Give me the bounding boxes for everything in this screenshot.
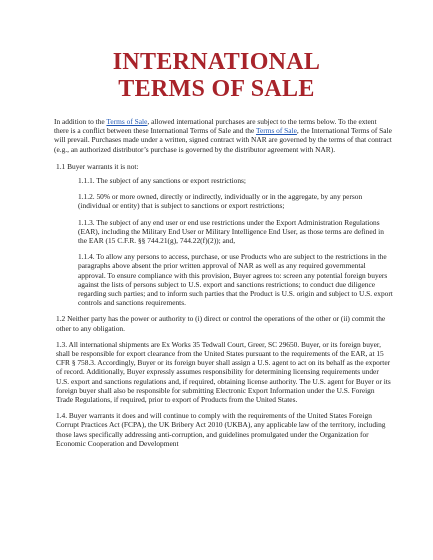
section-1-1-3: 1.1.3. The subject of any end user or end use restrictions under the Export Administration Regulations (EAR), including the Military End User or Military Intelligence End User, as those terms are defined in the EAR (15 C.F.R. §§ 744.21(g), 744.22(f)(2)); and, (78, 217, 384, 246)
intro-text-2: , allowed international purchases are subject to the terms below. To the extent there is a conflict between these International Terms of Sale and the (54, 117, 377, 136)
page-title (40, 0, 393, 103)
terms-of-sale-link-2[interactable]: Terms of Sale (255, 126, 297, 136)
section-1-1-4: 1.1.4. To allow any persons to access, purchase, or use Products who are subject to the restrictions in the paragraphs above absent the prior written approval of NAR as well as any required governmental approval. To ensure compliance with this provision, Buyer agrees to: screen any potential foreign buyers against the lists of persons subject to U.S. export and sanctions restrictions; to conduct due diligence regarding such parties; and to inform such parties that the Product is U.S. origin and subject to U.S. export controls and sanctions requirements. (78, 252, 393, 308)
section-1-2: 1.2 Neither party has the power or authority to (i) direct or control the operations of the other or (ii) commit the other to any obligation. (56, 314, 386, 333)
title-line-2: TERMS OF SALE (118, 76, 315, 102)
section-1-1-1: 1.1.1. The subject of any sanctions or export restrictions; (78, 176, 246, 186)
terms-of-sale-link-1[interactable]: Terms of Sale (106, 117, 148, 126)
section-1-1-heading: 1.1 Buyer warrants it is not: (56, 161, 139, 171)
section-1-3: 1.3. All international shipments are Ex Works 35 Tedwall Court, Greer, SC 29650. Buyer, or its foreign buyer, shall be responsible for export clearance from the United States pursuant to the requirements of the EAR, at 15 CFR § 758.3. Accordingly, Buyer or its foreign buyer shall assign a U.S. agent to act on its behalf as the exporter of record. Additionally, Buyer expressly assumes responsibility for determining licensing requirements under U.S. export and sanctions regulations and, if required, obtaining license authority. The U.S. agent for Buyer or its foreign buyer shall also be responsible for submitting Electronic Export Information under the U.S. Foreign Trade Regulations, if required, prior to export of Products from the United States. (56, 339, 391, 405)
title-line-1: INTERNATIONAL (112, 49, 321, 75)
intro-paragraph (54, 117, 393, 154)
intro-text-1: In addition to the (54, 117, 107, 126)
section-1-4: 1.4. Buyer warrants it does and will continue to comply with the requirements of the United States Foreign Corrupt Practices Act (FCPA), the UK Bribery Act 2010 (UKBA), any applicable law of the territory, including those laws specifically addressing anti-corruption, and guidelines promulgated under the Organization for Economic Cooperation and Development (56, 411, 386, 448)
section-1-1-2: 1.1.2. 50% or more owned, directly or indirectly, individually or in the aggregate, by any person (individual or entity) that is subject to sanctions or export restrictions; (78, 192, 363, 211)
intro-text-3: , the International Terms of Sale will prevail. Purchases made under a written, signed contract with NAR are governed by the terms of that contract (e.g., an authorized distributor’s purchase is governed by the distributor agreement with NAR). (54, 126, 392, 154)
